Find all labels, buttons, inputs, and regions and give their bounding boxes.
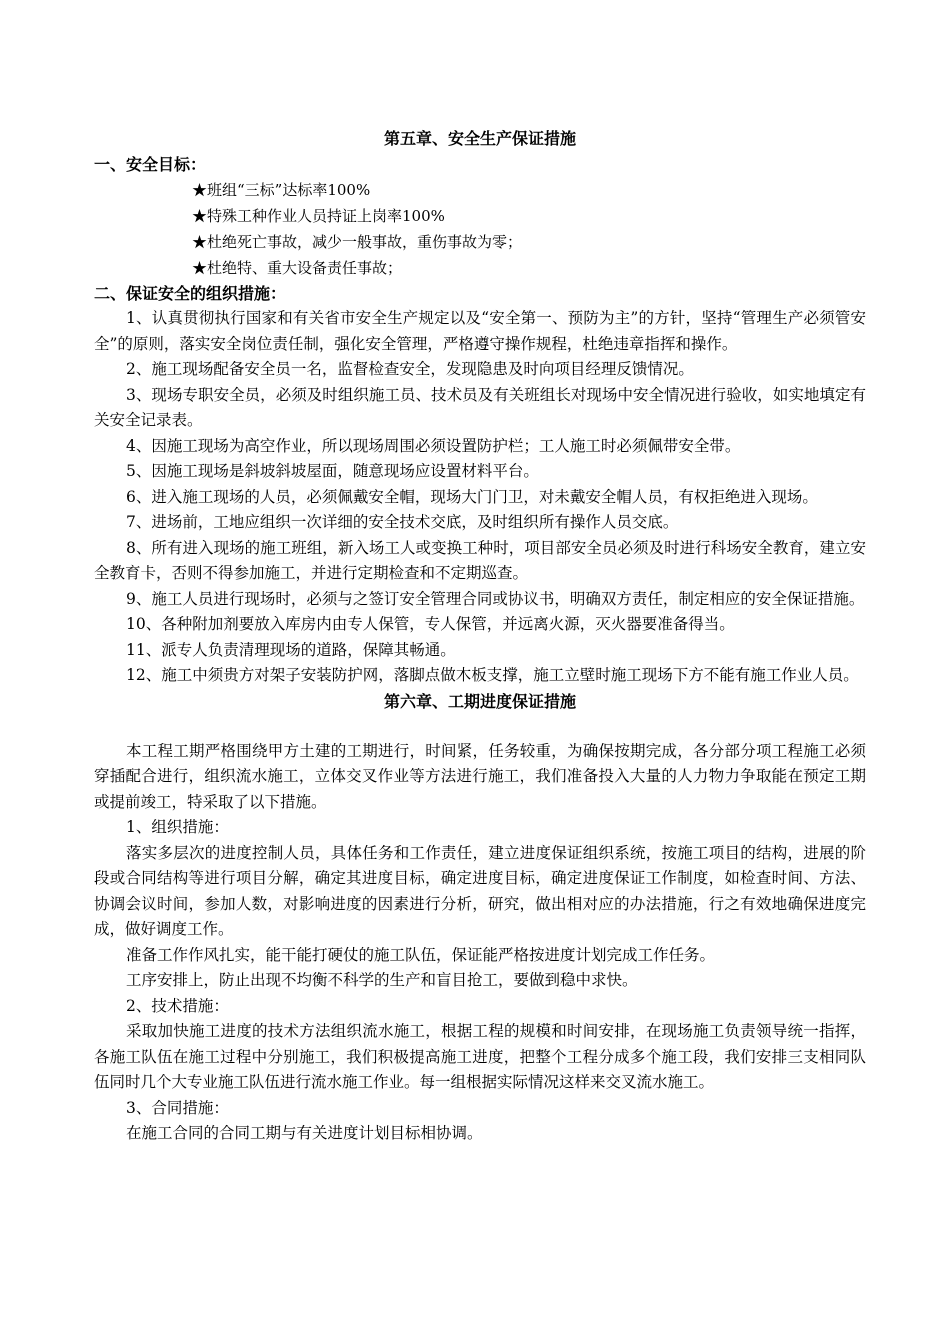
safety-item-9: 9、施工人员进行现场时，必须与之签订安全管理合同或协议书，明确双方责任，制定相应的安全保证措施。	[126, 589, 865, 608]
org-measures-para-3: 工序安排上，防止出现不均衡不科学的生产和盲目抢工，要做到稳中求快。	[126, 971, 638, 989]
chapter6-title: 第六章、工期进度保证措施	[383, 691, 576, 711]
safety-item-3: 3、现场专职安全员，必须及时组织施工员、技术员及有关班组长对现场中安全情况进行验收，如实地填定有关安全记录表。	[94, 385, 866, 429]
safety-item-1: 1、认真贯彻执行国家和有关省市安全生产规定以及“安全第一、预防为主”的方针，坚持“管理生产必须管安全”的原则，落实安全岗位责任制，强化安全管理，严格遵守操作规程，杜绝违章指挥和操作。	[94, 309, 866, 353]
org-measures-para-2: 准备工作作风扎实，能干能打硬仗的施工队伍，保证能严格按进度计划完成工作任务。	[126, 945, 716, 964]
safety-item-6: 6、进入施工现场的人员，必须佩戴安全帽，现场大门门卫，对未戴安全帽人员，有权拒绝进入现场。	[126, 487, 818, 506]
safety-item-12: 12、施工中须贵方对架子安装防护网，落脚点做木板支撑，施工立壁时施工现场下方不能有施工作业人员。	[126, 666, 859, 684]
tech-measures-para: 采取加快施工进度的技术方法组织流水施工，根据工程的规模和时间安排，在现场施工负责领导统一指挥，各施工队伍在施工过程中分别施工，我们积极提高施工进度，把整个工程分成多个施工段，我们安排三支相同队伍同时几个大专业施工队伍进行流水施工作业。每一组根据实际情况这样来交叉流水施工。	[94, 1022, 866, 1091]
schedule-intro: 本工程工期严格围绕甲方土建的工期进行，时间紧，任务较重，为确保按期完成，各分部分项工程施工必须穿插配合进行，组织流水施工，立体交叉作业等方法进行施工，我们准备投入大量的人力物力争取能在预定工期或提前竣工，特采取了以下措施。	[94, 741, 866, 811]
chapter5-title: 第五章、安全生产保证措施	[383, 129, 576, 148]
goal-item: ★杜绝死亡事故，减少一般事故，重伤事故为零；	[192, 233, 523, 251]
safety-item-8: 8、所有进入现场的施工班组，新入场工人或变换工种时，项目部安全员必须及时进行科场安全教育，建立安全教育卡，否则不得参加施工，并进行定期检查和不定期巡查。	[94, 538, 866, 582]
safety-item-11: 11、派专人负责清理现场的道路，保障其畅通。	[126, 640, 456, 659]
org-measures-label: 1、组织措施：	[126, 818, 229, 836]
goal-item: ★班组“三标”达标率100%	[192, 181, 371, 199]
org-measures-para-1: 落实多层次的进度控制人员，具体任务和工作责任，建立进度保证组织系统，按施工项目的结构，进展的阶段或合同结构等进行项目分解，确定其进度目标，确定进度目标，确定进度保证工作制度，如检查时间、方法、协调会议时间，参加人数，对影响进度的因素进行分析，研究，做出相对应的办法措施，行之有效地确保进度完成，做好调度工作。	[94, 843, 866, 938]
safety-item-2: 2、施工现场配备安全员一名，监督检查安全，发现隐患及时向项目经理反馈情况。	[126, 360, 694, 378]
document-content	[94, 126, 866, 1147]
spacer	[94, 715, 866, 739]
safety-item-4: 4、因施工现场为高空作业，所以现场周围必须设置防护栏；工人施工时必须佩带安全带。	[126, 436, 741, 455]
contract-measures-para: 在施工合同的合同工期与有关进度计划目标相协调。	[126, 1124, 483, 1142]
contract-measures-label: 3、合同措施：	[126, 1098, 229, 1117]
tech-measures-label: 2、技术措施：	[126, 996, 229, 1015]
safety-goals-heading: 一、安全目标：	[94, 155, 207, 174]
org-measures-heading: 二、保证安全的组织措施：	[94, 284, 287, 303]
safety-item-7: 7、进场前，工地应组织一次详细的安全技术交底，及时组织所有操作人员交底。	[126, 513, 679, 531]
safety-item-10: 10、各种附加剂要放入库房内由专人保管，专人保管，并远离火源，灭火器要准备得当。	[126, 615, 735, 633]
goal-item: ★杜绝特、重大设备责任事故；	[192, 259, 403, 277]
safety-item-5: 5、因施工现场是斜坡斜坡屋面，随意现场应设置材料平台。	[126, 462, 539, 480]
goal-item: ★特殊工种作业人员持证上岗率100%	[192, 207, 445, 225]
